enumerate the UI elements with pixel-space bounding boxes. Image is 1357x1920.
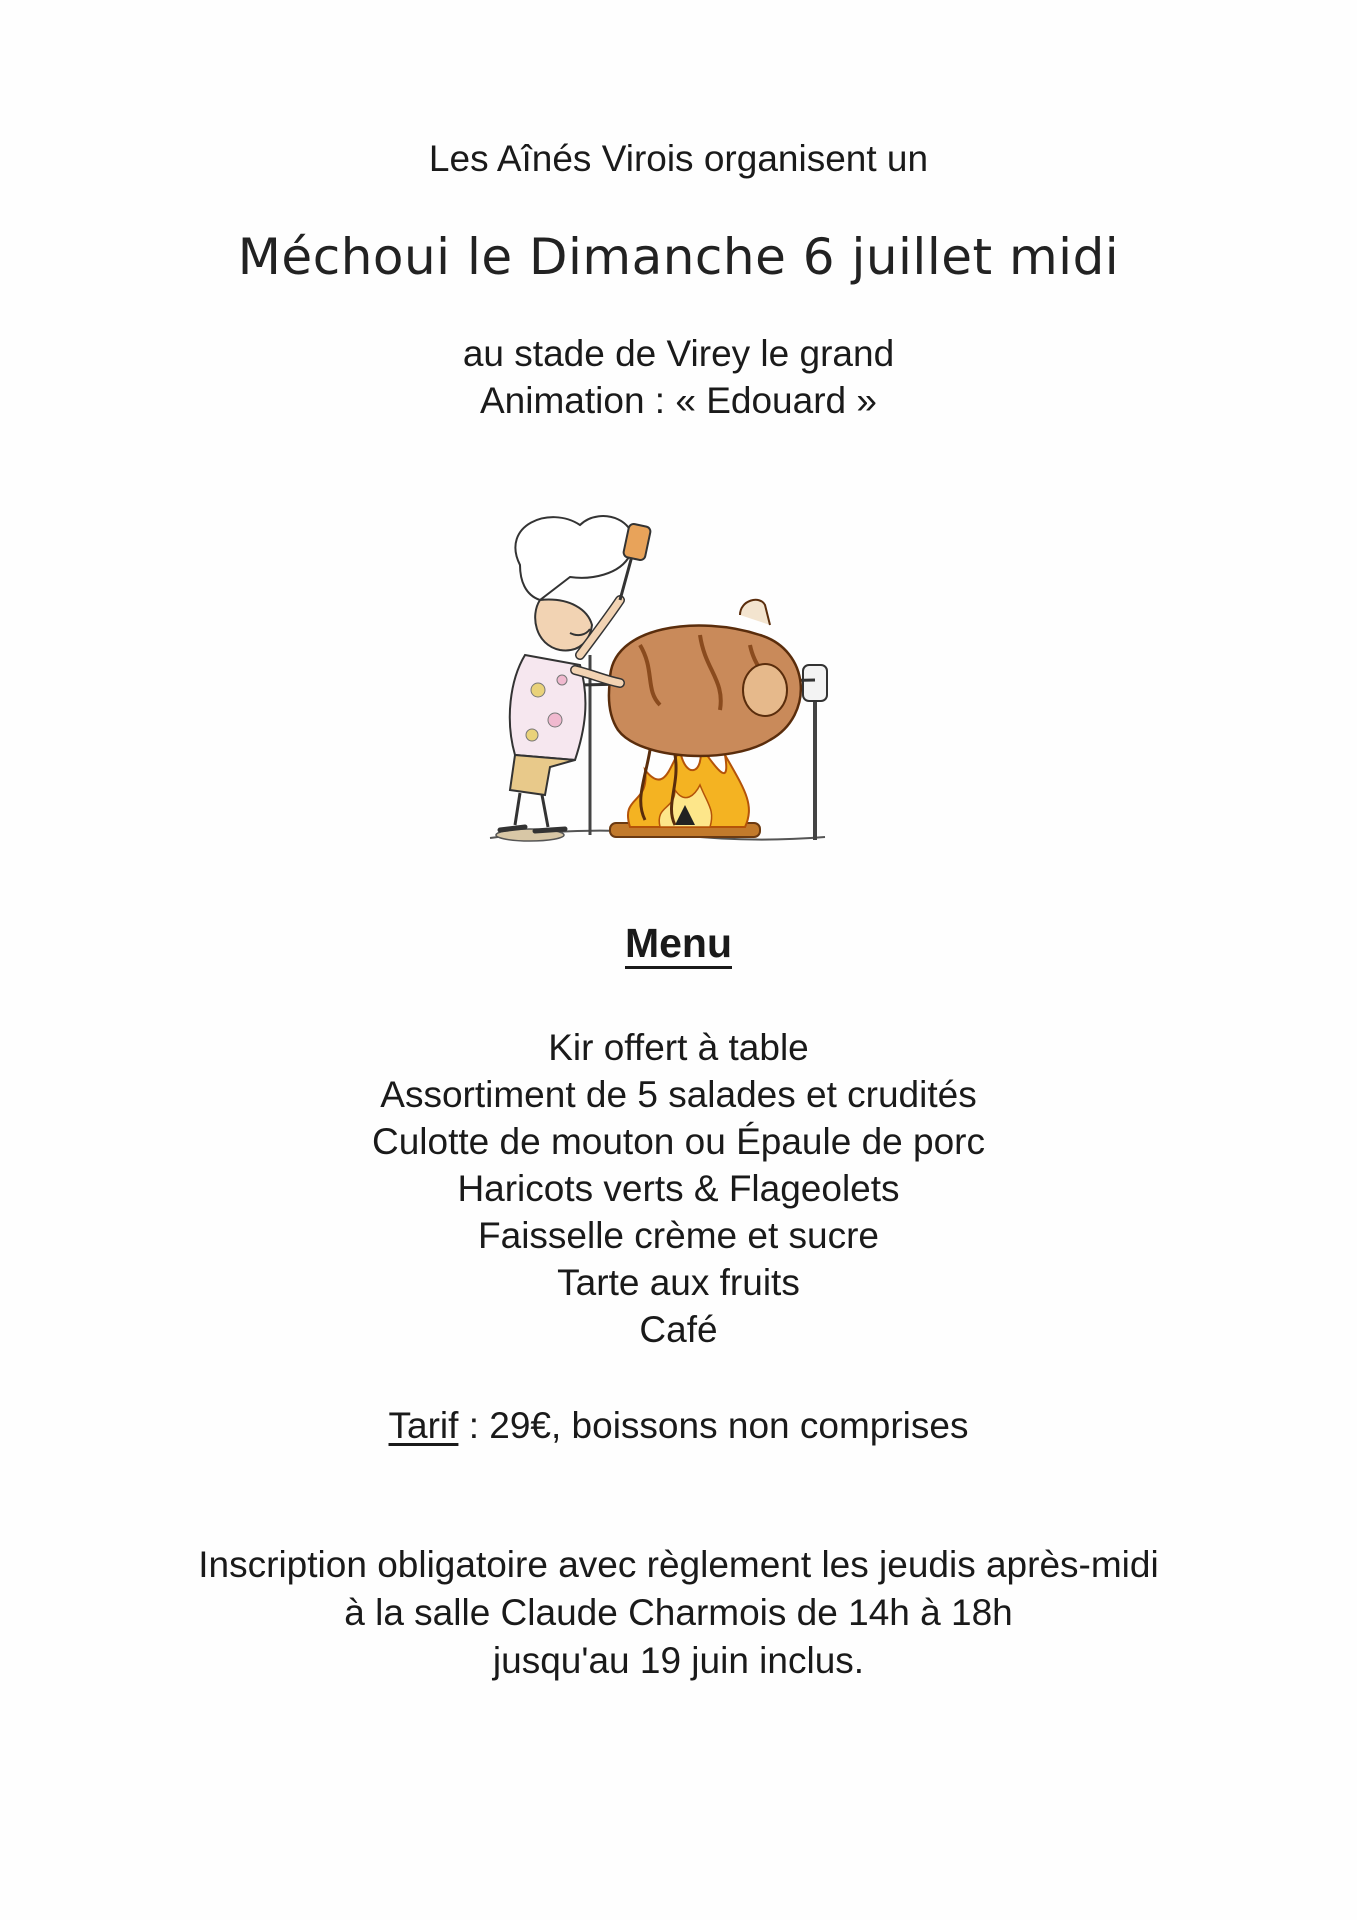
menu-item: Assortiment de 5 salades et crudités: [380, 1074, 977, 1115]
menu-list: [0, 1024, 1357, 1353]
registration-line-1: Inscription obligatoire avec règlement les jeudis après-midi: [198, 1544, 1159, 1585]
menu-title-text: Menu: [625, 920, 732, 969]
menu-item: Culotte de mouton ou Épaule de porc: [372, 1121, 985, 1162]
price-label: Tarif: [388, 1405, 459, 1446]
menu-item: Faisselle crème et sucre: [478, 1215, 879, 1256]
animation-text: Animation : « Edouard »: [480, 380, 877, 421]
price-line: [0, 1405, 1357, 1447]
event-headline: Méchoui le Dimanche 6 juillet midi: [237, 228, 1120, 286]
menu-item: Kir offert à table: [548, 1027, 809, 1068]
intro-text: Les Aînés Virois organisent un: [428, 138, 929, 179]
menu-item: Café: [639, 1309, 718, 1350]
menu-item: Tarte aux fruits: [557, 1262, 800, 1303]
price-text: : 29€, boissons non comprises: [458, 1405, 969, 1446]
menu-title: [0, 920, 1357, 967]
registration-line-2: à la salle Claude Charmois de 14h à 18h: [344, 1592, 1013, 1633]
chef-roasting-lamb-illustration: [470, 505, 860, 855]
venue-text: au stade de Virey le grand: [462, 333, 895, 374]
menu-item: Haricots verts & Flageolets: [457, 1168, 900, 1209]
registration-line-3: jusqu'au 19 juin inclus.: [492, 1640, 865, 1681]
